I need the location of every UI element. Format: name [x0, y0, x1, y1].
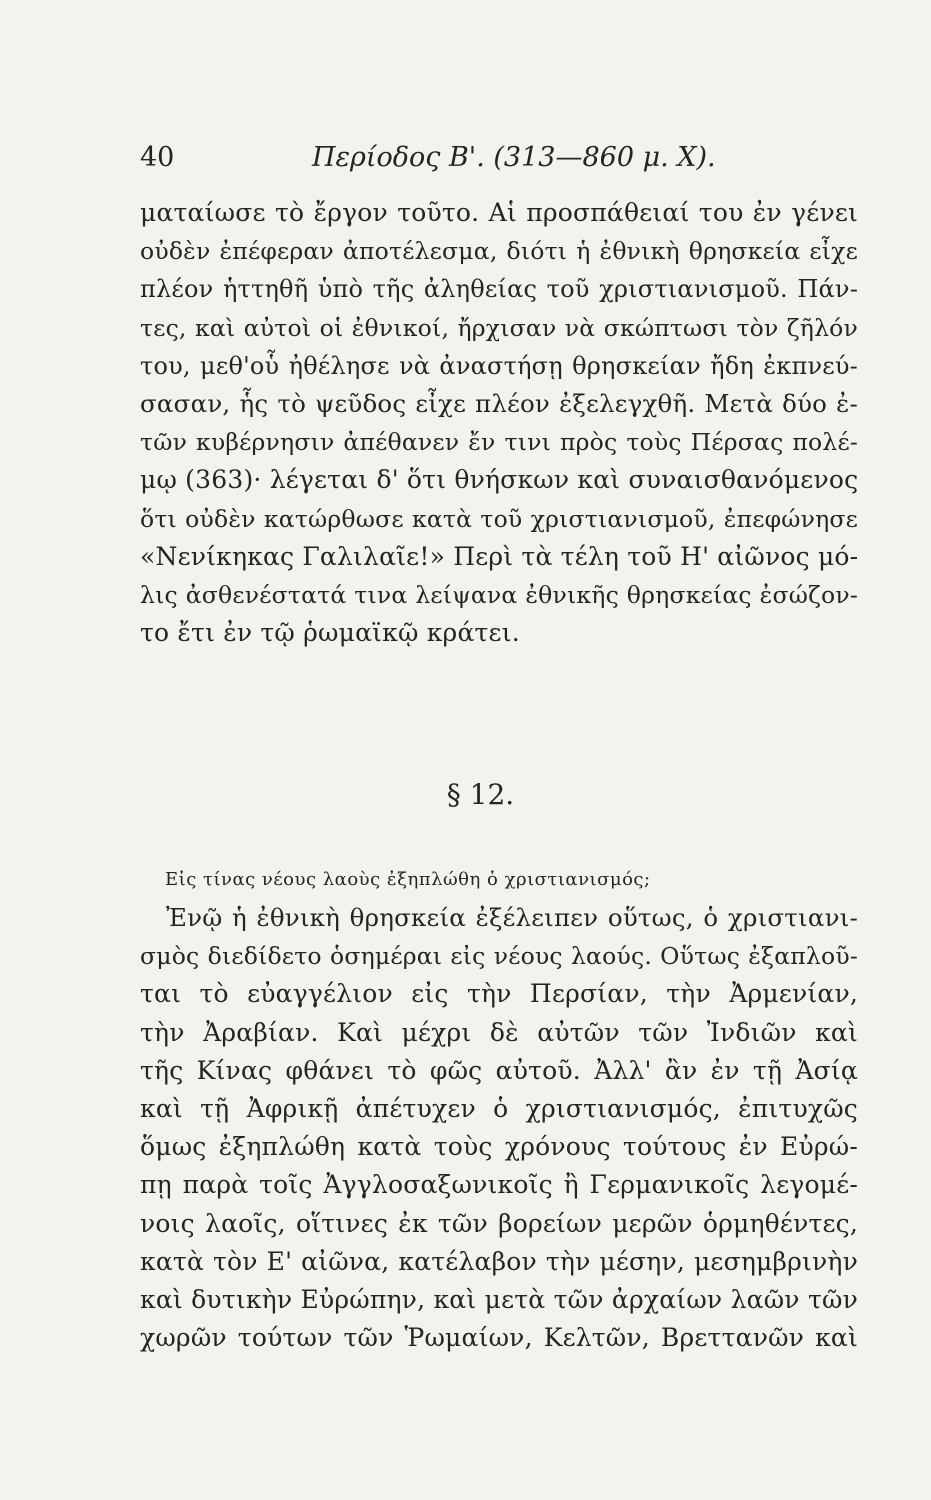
- text-line: λις ἀσθενέστατά τινα λείψανα ἐθνικῆς θρησκείας ἐσώζον-: [140, 580, 858, 609]
- running-head: [140, 138, 860, 178]
- text-line: ματαίωσε τὸ ἔργον τοῦτο. Αἱ προσπάθειαί του ἐν γένει: [140, 198, 858, 227]
- text-line: Ἐνῷ ἡ ἐθνικὴ θρησκεία ἐξέλειπεν οὕτως, ὁ χριστιανι-: [166, 903, 858, 932]
- text-line: πῃ παρὰ τοῖς Ἀγγλοσαξωνικοῖς ἢ Γερμανικοῖς λεγομέ-: [140, 1170, 858, 1200]
- text-line: του, μεθ'οὗ ἠθέλησε νὰ ἀναστήσῃ θρησκείαν ἤδη ἐκπνεύ-: [140, 351, 858, 380]
- page-number: 40: [140, 142, 175, 173]
- text-line: χωρῶν τούτων τῶν Ῥωμαίων, Κελτῶν, Βρεττανῶν καὶ: [140, 1323, 858, 1353]
- paragraph-1: [140, 194, 858, 652]
- text-line: νοις λαοῖς, οἵτινες ἐκ τῶν βορείων μερῶν ὁρμηθέντες,: [140, 1208, 858, 1238]
- text-line: οὐδὲν ἐπέφεραν ἀποτέλεσμα, διότι ἡ ἐθνικὴ θρησκεία εἶχε: [140, 237, 858, 266]
- paragraph-2: [140, 899, 858, 1357]
- text-line: μῳ (363)· λέγεται δ' ὅτι θνήσκων καὶ συναισθανόμενος: [140, 465, 859, 495]
- section-question: Εἰς τίνας νέους λαοὺς ἐξηπλώθη ὁ χριστιανισμός;: [165, 869, 651, 890]
- text-line: πλέον ἡττηθῆ ὑπὸ τῆς ἀληθείας τοῦ χριστιανισμοῦ. Πάν-: [140, 275, 858, 304]
- running-title: Περίοδος Β'. (313—860 μ. Χ).: [312, 142, 716, 173]
- text-line: καὶ δυτικὴν Εὐρώπην, καὶ μετὰ τῶν ἀρχαίων λαῶν τῶν: [140, 1284, 858, 1314]
- text-line: τῆς Κίνας φθάνει τὸ φῶς αὐτοῦ. Ἀλλ' ἂν ἐν τῇ Ἀσίᾳ: [140, 1055, 858, 1085]
- section-number: § 12.: [446, 778, 515, 811]
- text-line: κατὰ τὸν Ε' αἰῶνα, κατέλαβον τὴν μέσην, μεσημβρινὴν: [140, 1246, 858, 1276]
- text-line: τὴν Ἀραβίαν. Καὶ μέχρι δὲ αὐτῶν τῶν Ἰνδιῶν καὶ: [140, 1017, 858, 1047]
- text-line: ὅμως ἐξηπλώθη κατὰ τοὺς χρόνους τούτους ἐν Εὐρώ-: [140, 1132, 858, 1162]
- text-line: τες, καὶ αὐτοὶ οἱ ἐθνικοί, ἤρχισαν νὰ σκώπτωσι τὸν ζῆλόν: [140, 313, 858, 342]
- text-line: το ἔτι ἐν τῷ ῥωμαϊκῷ κράτει.: [140, 618, 520, 648]
- text-line: τῶν κυβέρνησιν ἀπέθανεν ἔν τινι πρὸς τοὺς Πέρσας πολέ-: [140, 428, 858, 457]
- text-line: σμὸς διεδίδετο ὁσημέραι εἰς νέους λαούς. Οὕτως ἐξαπλοῦ-: [140, 942, 858, 971]
- text-line: σασαν, ἧς τὸ ψεῦδος εἶχε πλέον ἐξελεγχθῆ. Μετὰ δύο ἐ-: [140, 388, 858, 418]
- text-line: καὶ τῇ Ἀφρικῇ ἀπέτυχεν ὁ χριστιανισμός, ἐπιτυχῶς: [140, 1093, 858, 1123]
- text-line: «Νενίκηκας Γαλιλαῖε!» Περὶ τὰ τέλη τοῦ Η' αἰῶνος μό-: [140, 541, 859, 571]
- text-line: ται τὸ εὐαγγέλιον εἰς τὴν Περσίαν, τὴν Ἀρμενίαν,: [140, 979, 858, 1009]
- text-line: ὅτι οὐδὲν κατώρθωσε κατὰ τοῦ χριστιανισμοῦ, ἐπεφώνησε: [140, 504, 858, 533]
